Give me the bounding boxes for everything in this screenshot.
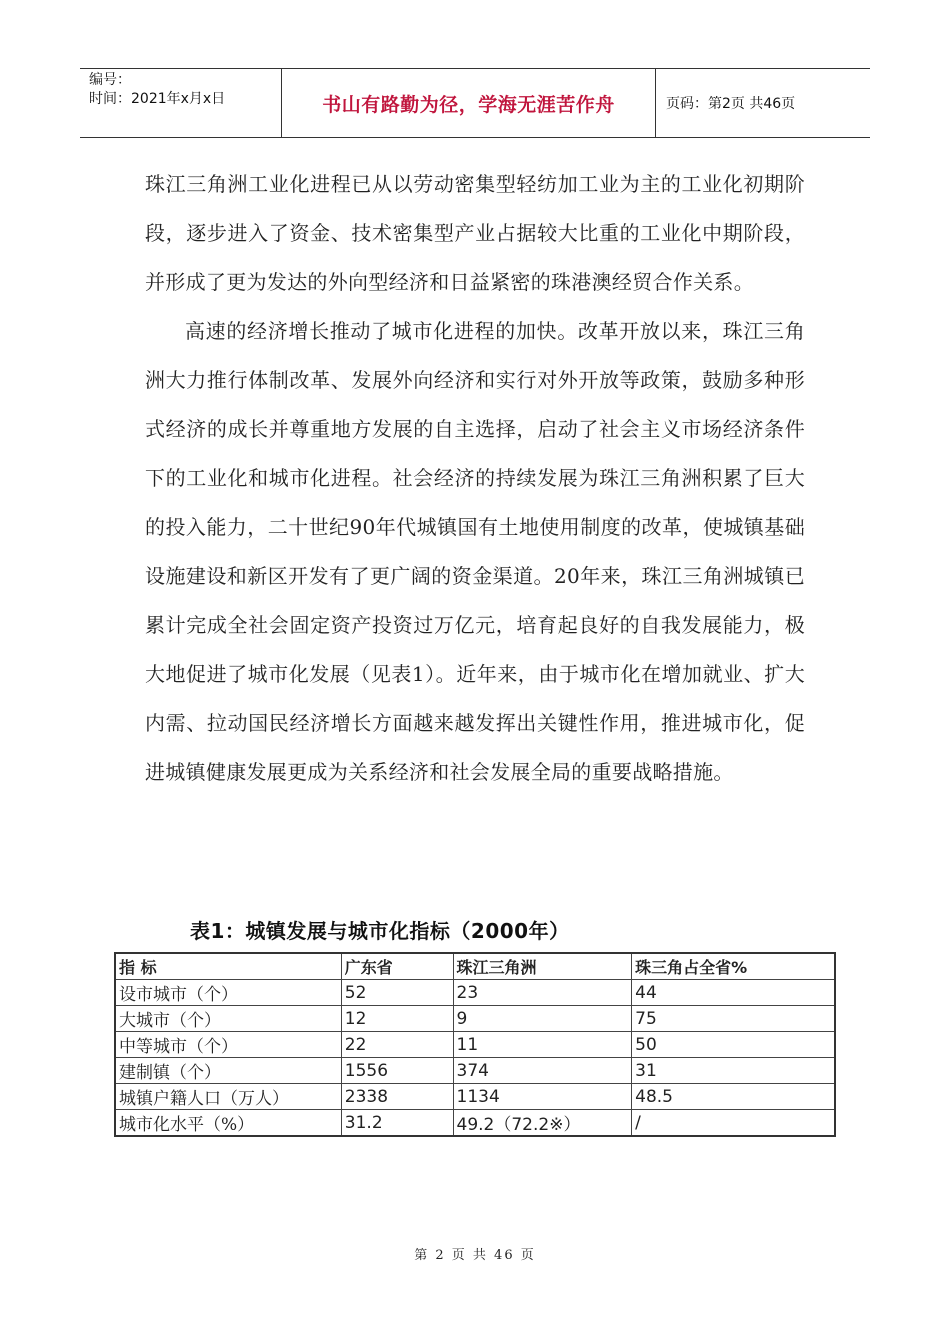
- column-header: 指 标: [115, 953, 341, 980]
- table-cell: 12: [341, 1006, 453, 1032]
- table-cell: 52: [341, 980, 453, 1006]
- document-number-label: 编号：: [89, 72, 131, 88]
- table-cell: 设市城市（个）: [115, 980, 341, 1006]
- header-motto: 书山有路勤为径，学海无涯苦作舟: [322, 93, 615, 116]
- table-cell: 49.2（72.2※）: [453, 1110, 632, 1137]
- table-cell: 23: [453, 980, 632, 1006]
- table-row: [115, 1058, 835, 1084]
- table-cell: 建制镇（个）: [115, 1058, 341, 1084]
- table-cell: 城镇户籍人口（万人）: [115, 1084, 341, 1110]
- table-cell: 374: [453, 1058, 632, 1084]
- document-body: [145, 160, 805, 797]
- table-cell: 11: [453, 1032, 632, 1058]
- urbanization-table: [114, 952, 836, 1137]
- table-cell: 2338: [341, 1084, 453, 1110]
- page-header: [80, 68, 870, 138]
- table-cell: 31.2: [341, 1110, 453, 1137]
- table-cell: 1134: [453, 1084, 632, 1110]
- column-header: 珠三角占全省%: [632, 953, 835, 980]
- table-cell: 75: [632, 1006, 835, 1032]
- table-row: [115, 980, 835, 1006]
- column-header: 珠江三角洲: [453, 953, 632, 980]
- table-cell: 城市化水平（%）: [115, 1110, 341, 1137]
- table-cell: 48.5: [632, 1084, 835, 1110]
- paragraph-1: 珠江三角洲工业化进程已从以劳动密集型轻纺加工业为主的工业化初期阶段，逐步进入了资金、技术密集型产业占据较大比重的工业化中期阶段，并形成了更为发达的外向型经济和日益紧密的珠港澳经贸合作关系。: [145, 172, 805, 294]
- table-caption: 表1：城镇发展与城市化指标（2000年）: [190, 919, 570, 943]
- table-cell: 22: [341, 1032, 453, 1058]
- header-page-info: 页码：第2页 共46页: [666, 96, 796, 112]
- table-cell: 大城市（个）: [115, 1006, 341, 1032]
- table-cell: 31: [632, 1058, 835, 1084]
- table-row: [115, 1032, 835, 1058]
- document-time-label: 时间：2021年x月x日: [89, 91, 226, 107]
- table-row: [115, 1084, 835, 1110]
- table-cell: 50: [632, 1032, 835, 1058]
- table-row: [115, 1110, 835, 1137]
- column-header: 广东省: [341, 953, 453, 980]
- page-footer: 第 2 页 共 46 页: [414, 1248, 536, 1263]
- table-cell: 9: [453, 1006, 632, 1032]
- table-cell: /: [632, 1110, 835, 1137]
- table-cell: 中等城市（个）: [115, 1032, 341, 1058]
- table-cell: 1556: [341, 1058, 453, 1084]
- header-meta: [80, 69, 282, 137]
- table-header-row: [115, 953, 835, 980]
- table-cell: 44: [632, 980, 835, 1006]
- table-row: [115, 1006, 835, 1032]
- paragraph-2: 高速的经济增长推动了城市化进程的加快。改革开放以来，珠江三角洲大力推行体制改革、发展外向经济和实行对外开放等政策，鼓励多种形式经济的成长并尊重地方发展的自主选择，启动了社会主义市场经济条件下的工业化和城市化进程。社会经济的持续发展为珠江三角洲积累了巨大的投入能力，二十世纪90年代城镇国有土地使用制度的改革，使城镇基础设施建设和新区开发有了更广阔的资金渠道。20年来，珠江三角洲城镇已累计完成全社会固定资产投资过万亿元，培育起良好的自我发展能力，极大地促进了城市化发展（见表1）。近年来，由于城市化在增加就业、扩大内需、拉动国民经济增长方面越来越发挥出关键性作用，推进城市化，促进城镇健康发展更成为关系经济和社会发展全局的重要战略措施。: [145, 319, 805, 784]
- header-motto-cell: [282, 69, 656, 137]
